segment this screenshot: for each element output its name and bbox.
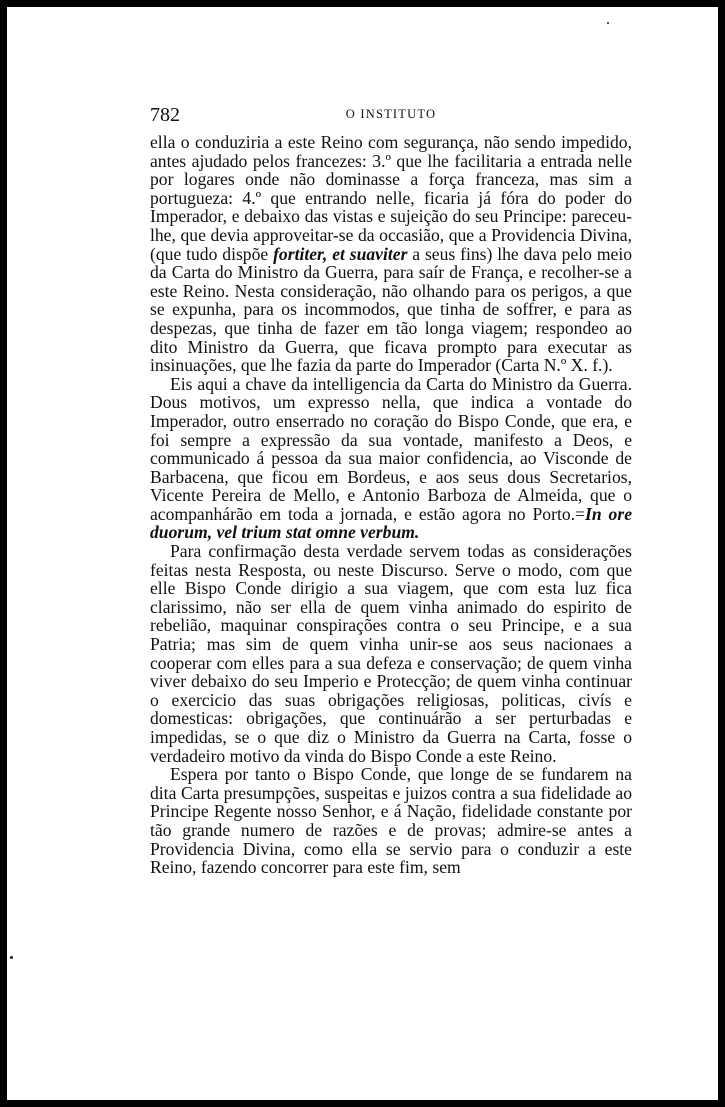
paragraph xyxy=(150,133,632,375)
running-title: O INSTITUTO xyxy=(345,107,437,121)
page-number: 782 xyxy=(150,104,180,126)
latin-phrase: In ore duorum, vel trium stat omne verbum. xyxy=(150,503,633,543)
body-text xyxy=(150,133,632,877)
scan-speck xyxy=(607,22,609,24)
text-segment: Eis aqui a chave da intelligencia da Carta do Ministro da Guerra. Dous motivos, um expresso nella, que indica a vontade do Imperador, outro enserrado no coração do Bispo Conde, que era, e foi sempre a expressão da sua vontade, manifesto a Deos, e communicado á pessoa da sua maior confidencia, ao Visconde de Barbacena, que ficou em Bordeus, e aos seus dous Secretarios, Vicente Pereira de Mello, e Antonio Barboza de Almeida, que o acompanhárão em toda a jornada, e estão agora no Porto.= xyxy=(150,373,632,524)
text-segment: ella o conduziria a este Reino com segurança, não sendo impedido, antes ajudado pelos francezes: 3.º que lhe facilitaria a entrada nelle por logares onde não dominasse a força franceza, mas sim a portugueza: 4.º que entrando nelle, ficaria já fóra do poder do Imperador, e debaixo das vistas e sujeição do seu Principe: pareceu-lhe, que devia approveitar-se da occasião, que a Providencia Divina, (que tudo dispõe xyxy=(150,132,632,264)
latin-phrase: fortiter, et suaviter xyxy=(273,243,408,264)
paragraph xyxy=(150,542,632,765)
text-segment: Espera por tanto o Bispo Conde, que longe de se fundarem na dita Carta presumpções, suspeitas e juizos contra a sua fidelidade ao Principe Regente nosso Senhor, e á Nação, fidelidade constante por tão grande numero de razões e de provas; admire-se antes a Providencia Divina, como ella se servio para o conduzir a este Reino, fazendo concorrer para este fim, sem xyxy=(150,764,632,878)
page-header xyxy=(150,104,632,126)
text-segment: Para confirmação desta verdade servem todas as considerações feitas nesta Resposta, ou neste Discurso. Serve o modo, com que elle Bispo Conde dirigio a sua viagem, que com esta luz fica clarissimo, não ser ella de quem vinha animado do espirito de rebelião, maquinar conspirações contra o seu Principe, e a sua Patria; mas sim de quem vinha unir-se aos seus nacionaes a cooperar com elles para a sua defeza e conservação; de quem vinha viver debaixo do seu Imperio e Protecção; de quem vinha continuar o exercicio das suas obrigações religiosas, politicas, civís e domesticas: obrigações, que continuárão a ser perturbadas e impedidas, se o que diz o Ministro da Guerra na Carta, fosse o verdadeiro motivo da vinda do Bispo Conde a este Reino. xyxy=(150,541,632,766)
text-segment: a seus fins) lhe dava pelo meio da Carta do Ministro da Guerra, para saír de França, e recolher-se a este Reino. Nesta consideração, não olhando para os perigos, a que se expunha, para os incommodos, que tinha de soffrer, e para as despezas, que tinha de fazer em tão longa viagem; respondeo ao dito Ministro da Guerra, que ficava prompto para executar as insinuações, que lhe fazia da parte do Imperador (Carta N.º X. f.). xyxy=(150,243,632,376)
paragraph xyxy=(150,765,632,877)
book-page xyxy=(7,7,718,1100)
scan-speck xyxy=(10,956,13,959)
paragraph xyxy=(150,375,632,542)
